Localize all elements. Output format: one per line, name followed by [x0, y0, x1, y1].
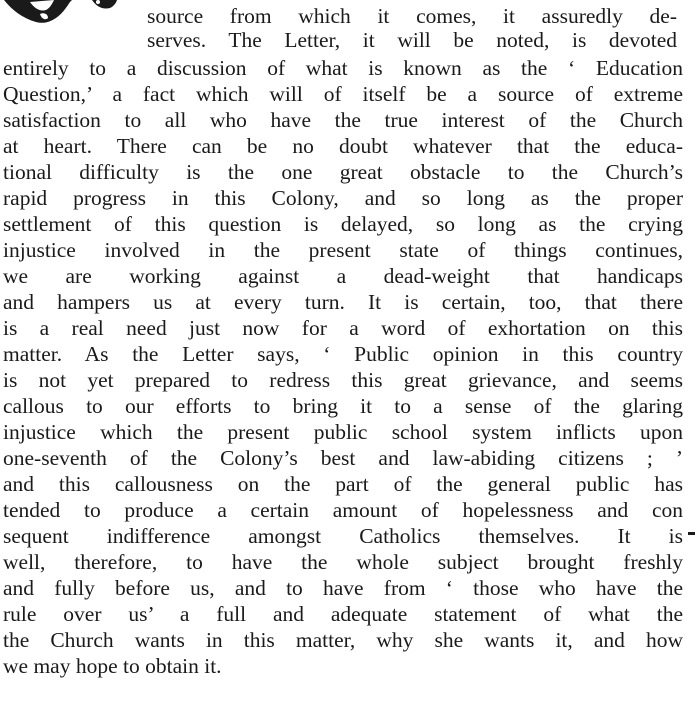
text-line: rapid progress in this Colony, and so long as the proper — [3, 186, 683, 210]
text-line: callous to our efforts to bring it to a sense of the glaring — [3, 394, 683, 418]
text-line: tional difficulty is the one great obstacle to the Church’s — [3, 160, 683, 184]
text-line: we are working against a dead-weight that handicaps — [3, 264, 683, 288]
text-line: Question,’ a fact which will of itself be a source of extreme — [3, 82, 683, 106]
text-line: source from which it comes, it assuredly de- — [147, 4, 677, 28]
text-line: tended to produce a certain amount of hopelessness and con — [3, 498, 683, 522]
text-line: injustice which the present public school system inflicts upon — [3, 420, 683, 444]
text-line: and hampers us at every turn. It is certain, too, that there — [3, 290, 683, 314]
text-line: we may hope to obtain it. — [3, 654, 222, 678]
text-line: is a real need just now for a word of exhortation on this — [3, 316, 683, 340]
text-line: serves. The Letter, it will be noted, is devoted — [147, 28, 677, 52]
text-line: settlement of this question is delayed, so long as the crying — [3, 212, 683, 236]
text-line: rule over us’ a full and adequate statement of what the — [3, 602, 683, 626]
text-line: at heart. There can be no doubt whatever that the educa- — [3, 134, 683, 158]
margin-dash-mark — [688, 532, 695, 535]
text-line: is not yet prepared to redress this great grievance, and seems — [3, 368, 683, 392]
text-line: one-seventh of the Colony’s best and law-abiding citizens ; ’ — [3, 446, 683, 470]
text-line: and fully before us, and to have from ‘ those who have the — [3, 576, 683, 600]
text-line: injustice involved in the present state of things continues, — [3, 238, 683, 262]
text-line: well, therefore, to have the whole subject brought freshly — [3, 550, 683, 574]
decorative-ornament-icon — [0, 0, 118, 26]
text-line: sequent indifference amongst Catholics themselves. It is — [3, 524, 683, 548]
text-line: the Church wants in this matter, why she wants it, and how — [3, 628, 683, 652]
text-line: and this callousness on the part of the general public has — [3, 472, 683, 496]
text-line: satisfaction to all who have the true interest of the Church — [3, 108, 683, 132]
text-line: matter. As the Letter says, ‘ Public opinion in this country — [3, 342, 683, 366]
text-line: entirely to a discussion of what is known as the ‘ Education — [3, 56, 683, 80]
